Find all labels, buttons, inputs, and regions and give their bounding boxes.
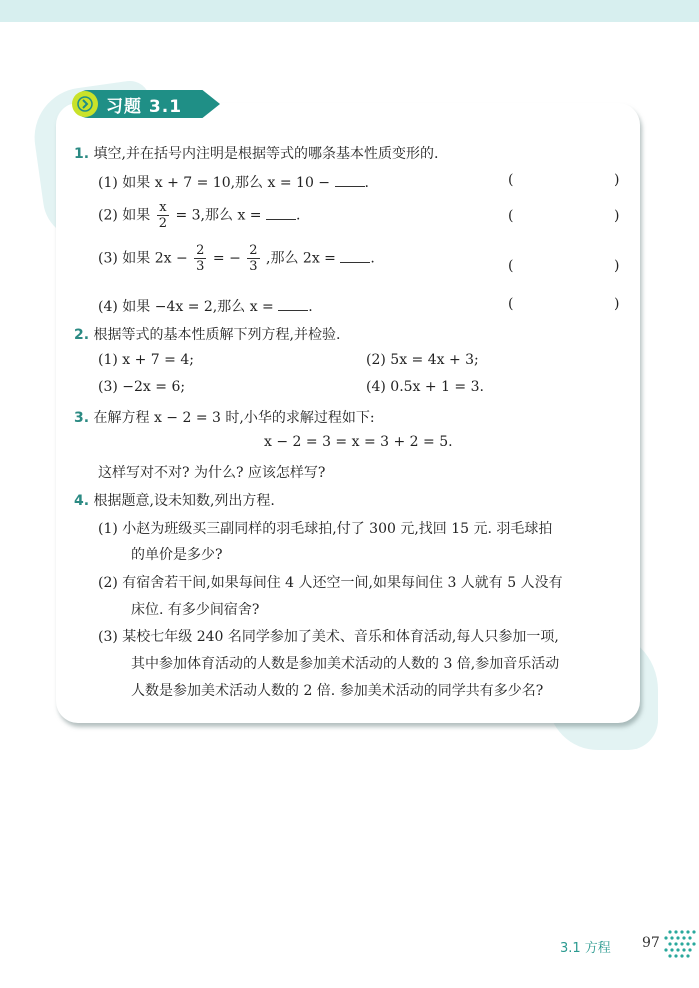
question-text: 根据题意,设未知数,列出方程. <box>93 493 275 509</box>
question-text: 填空,并在括号内注明是根据等式的哪条基本性质变形的. <box>93 146 439 162</box>
part-text: (2) 如果 <box>98 207 151 224</box>
answer-blank[interactable] <box>340 250 370 263</box>
denominator: 2 <box>158 216 168 231</box>
section-title: 习题 3.1 <box>106 97 183 117</box>
question-4 <box>74 490 275 510</box>
question-4-part-3-cont: 人数是参加美术活动人数的 2 倍. 参加美术活动的同学共有多少名? <box>131 683 544 699</box>
question-number: 1. <box>74 146 90 162</box>
part-text: . <box>364 175 369 191</box>
numerator: 2 <box>196 243 205 258</box>
question-1-part-3 <box>98 243 375 274</box>
denominator: 3 <box>196 259 205 274</box>
question-number: 2. <box>74 327 90 343</box>
question-2-part-4: (4) 0.5x + 1 = 3. <box>366 379 484 395</box>
paren-close: ) <box>614 172 620 188</box>
question-4-part-2: (2) 有宿舍若干间,如果每间住 4 人还空一间,如果每间住 3 人就有 5 人没有 <box>98 575 563 591</box>
question-3-followup: 这样写对不对? 为什么? 应该怎样写? <box>98 465 326 481</box>
question-text: 在解方程 x − 2 = 3 时,小华的求解过程如下: <box>93 410 375 426</box>
answer-blank[interactable] <box>266 207 296 220</box>
question-4-part-2-cont: 床位. 有多少间宿舍? <box>131 602 260 618</box>
question-2-part-3: (3) −2x = 6; <box>98 379 186 395</box>
part-text: . <box>296 207 301 224</box>
solution-equation: x − 2 = 3 = x = 3 + 2 = 5. <box>264 434 453 450</box>
question-4-part-1: (1) 小赵为班级买三副同样的羽毛球拍,付了 300 元,找回 15 元. 羽毛球拍 <box>98 521 553 537</box>
answer-blank[interactable] <box>278 298 308 311</box>
part-text: = − <box>212 250 241 267</box>
paren-open: ( <box>508 296 514 312</box>
part-text: . <box>308 299 313 315</box>
numerator: x <box>157 200 169 216</box>
question-1-part-4 <box>98 296 313 316</box>
paren-open: ( <box>508 172 514 188</box>
question-number: 4. <box>74 493 90 509</box>
question-2 <box>74 324 340 344</box>
denominator: 3 <box>249 259 258 274</box>
numerator: 2 <box>249 243 258 258</box>
fraction <box>194 243 206 274</box>
paren-open: ( <box>508 208 514 224</box>
question-number: 3. <box>74 410 90 426</box>
footer-section-label: 3.1 方程 <box>560 941 611 956</box>
paren-close: ) <box>614 258 620 274</box>
question-2-part-2: (2) 5x = 4x + 3; <box>366 352 479 368</box>
part-text: (3) 如果 2x − <box>98 250 188 267</box>
top-color-band <box>0 0 699 22</box>
part-text: ,那么 2x = <box>266 250 336 267</box>
dot-grid-icon <box>664 928 696 958</box>
paren-close: ) <box>614 208 620 224</box>
paren-close: ) <box>614 296 620 312</box>
question-4-part-1-cont: 的单价是多少? <box>131 547 223 563</box>
paren-open: ( <box>508 258 514 274</box>
arrow-circle-icon <box>72 91 98 117</box>
question-4-part-3-cont: 其中参加体育活动的人数是参加美术活动的人数的 3 倍,参加音乐活动 <box>131 656 560 672</box>
part-text: . <box>370 250 375 267</box>
question-2-part-1: (1) x + 7 = 4; <box>98 352 194 368</box>
question-1-part-1 <box>98 172 369 192</box>
question-text: 根据等式的基本性质解下列方程,并检验. <box>93 327 341 343</box>
part-text: (1) 如果 x + 7 = 10,那么 x = 10 − <box>98 175 331 191</box>
question-3 <box>74 407 375 427</box>
page-number: 97 <box>642 935 660 951</box>
question-1-part-2 <box>98 200 300 231</box>
answer-blank[interactable] <box>335 174 365 187</box>
question-1 <box>74 143 438 163</box>
part-text: (4) 如果 −4x = 2,那么 x = <box>98 299 274 315</box>
part-text: = 3,那么 x = <box>175 207 262 224</box>
fraction <box>157 200 169 231</box>
question-4-part-3: (3) 某校七年级 240 名同学参加了美术、音乐和体育活动,每人只参加一项, <box>98 629 559 645</box>
fraction <box>247 243 259 274</box>
